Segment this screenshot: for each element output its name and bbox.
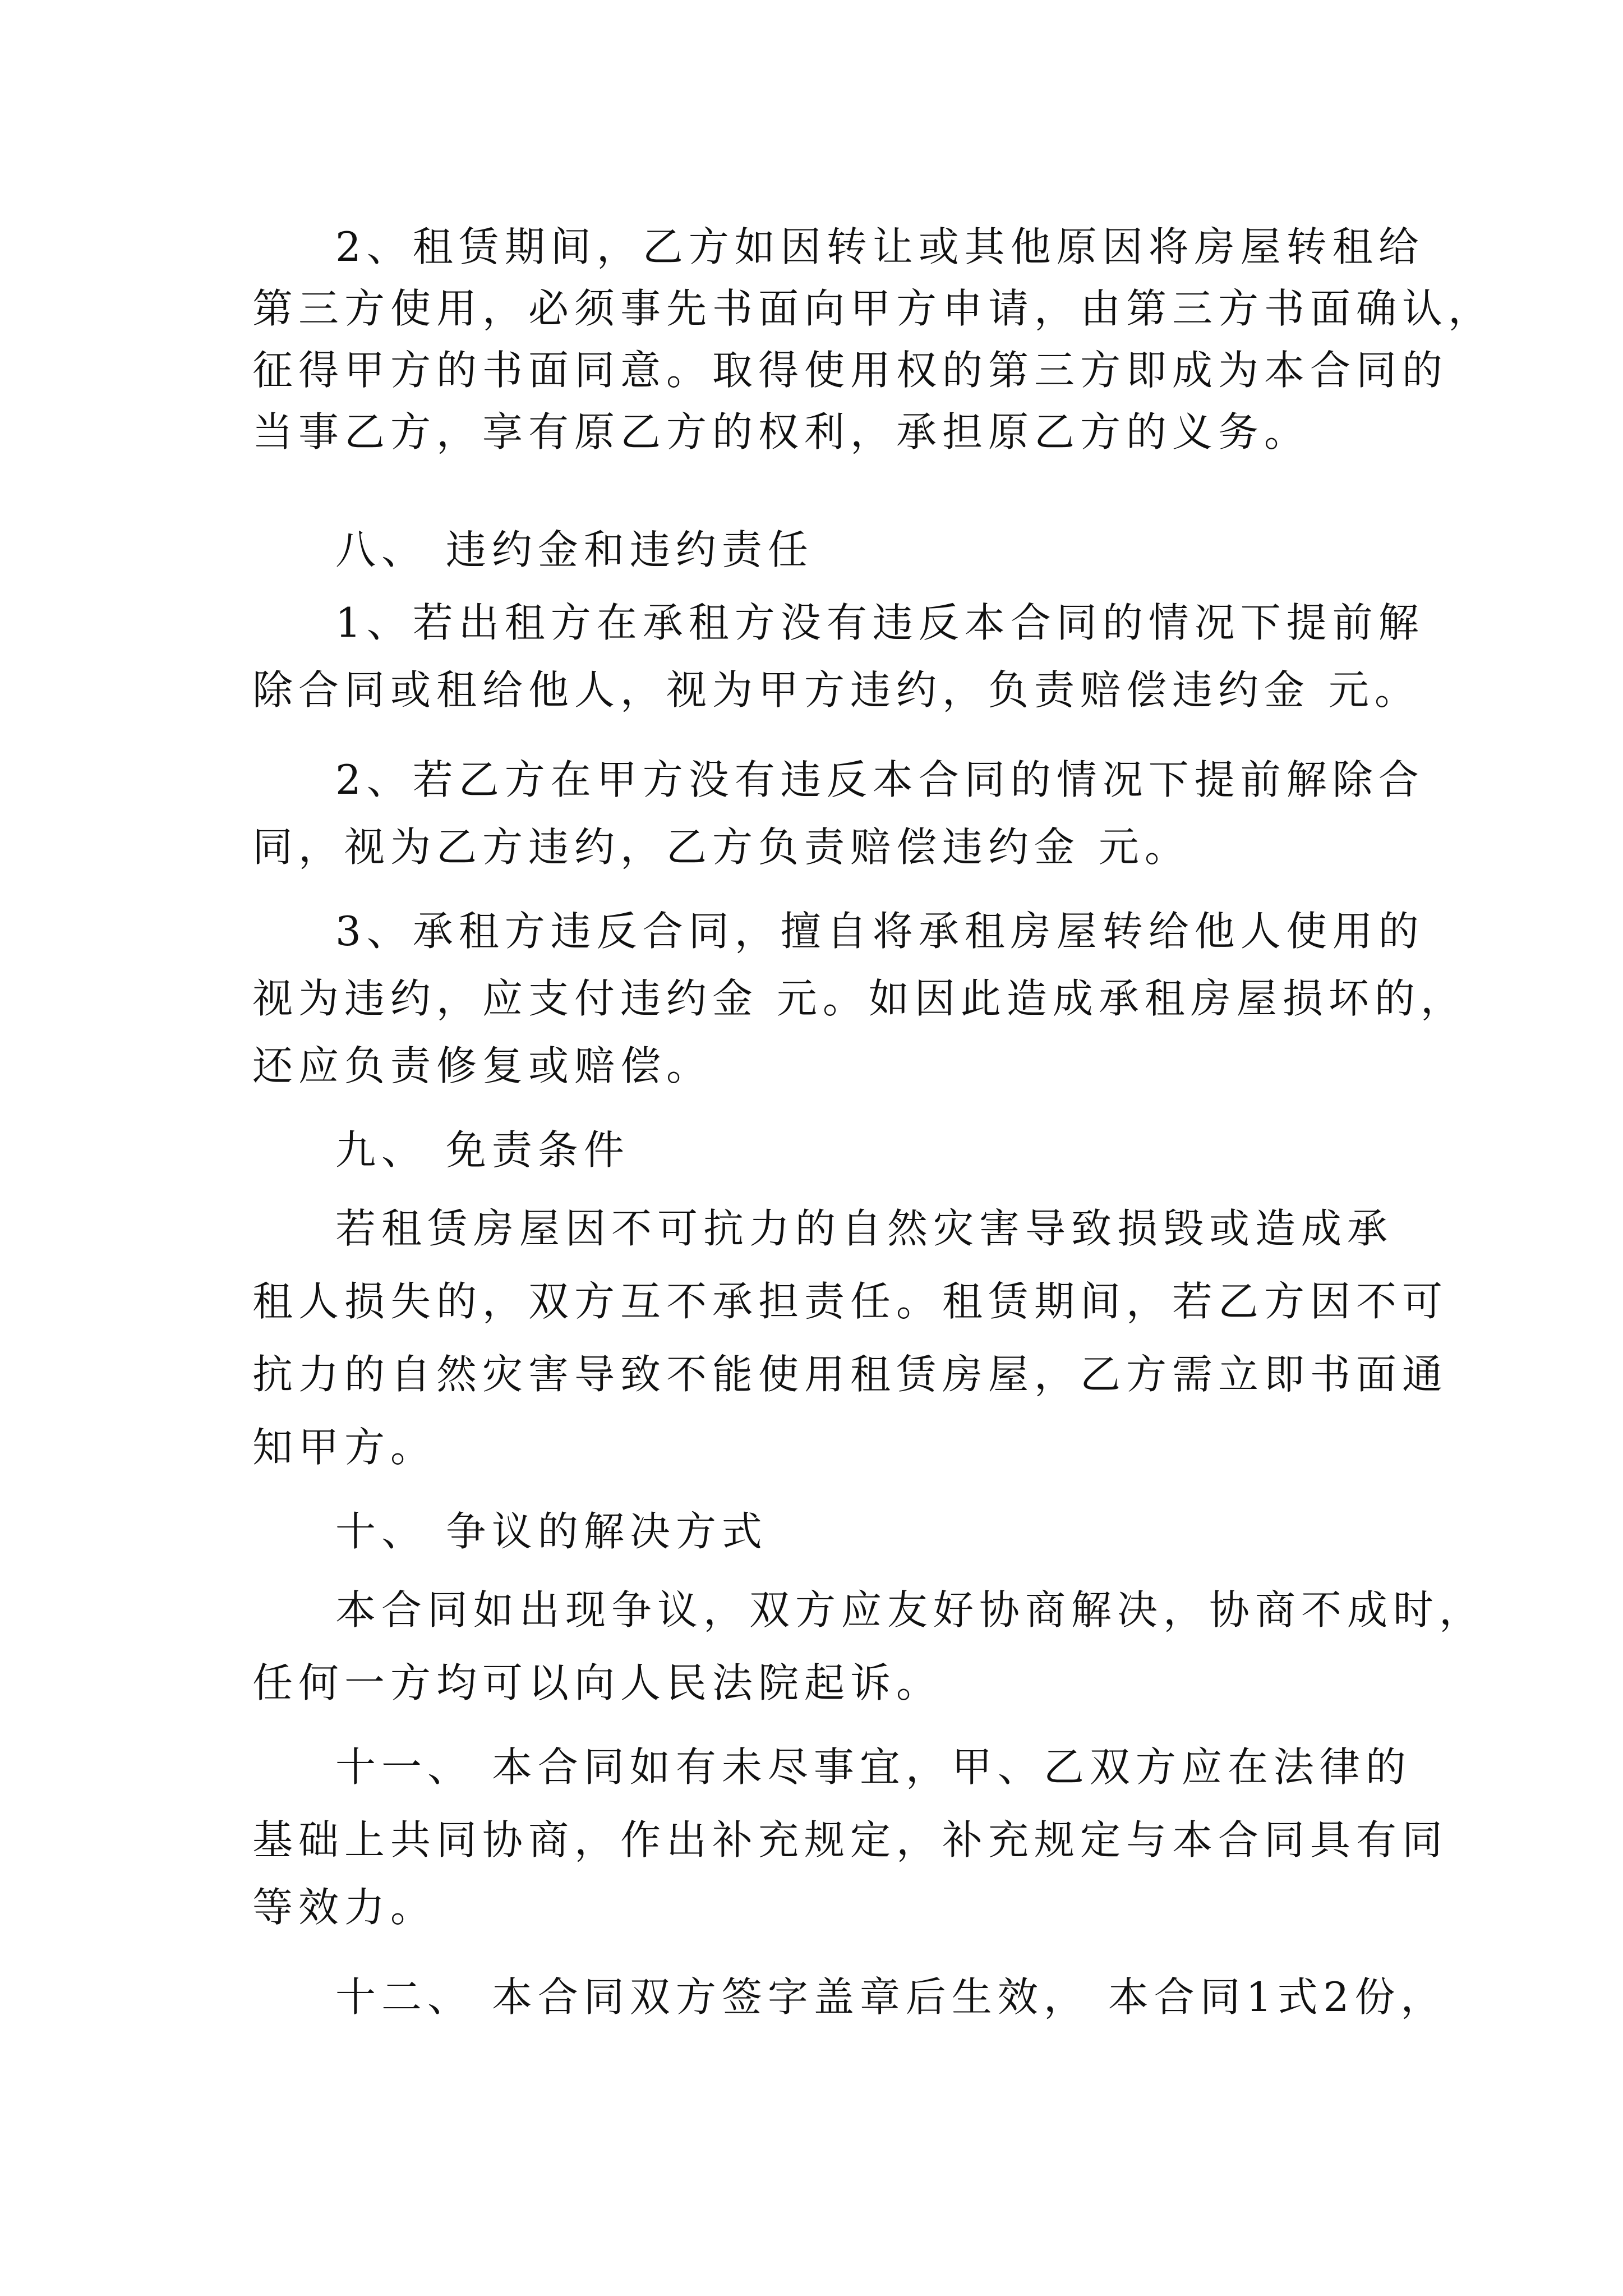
text-line: 1、若出租方在承租方没有违反本合同的情况下提前解 — [335, 599, 1424, 646]
text-line: 租人损失的，双方互不承担责任。租赁期间，若乙方因不可 — [252, 1278, 1449, 1325]
text-line: 任何一方均可以向人民法院起诉。 — [252, 1659, 943, 1706]
text-line: 本合同如出现争议，双方应友好协商解决，协商不成时， — [335, 1586, 1486, 1634]
text-line: 3、承租方违反合同，擅自将承租房屋转给他人使用的 — [335, 908, 1424, 955]
section-heading: 八、 违约金和违约责任 — [335, 526, 814, 573]
text-line: 还应负责修复或赔偿。 — [252, 1042, 713, 1089]
text-line: 第三方使用，必须事先书面向甲方申请，由第三方书面确认， — [252, 285, 1495, 332]
text-line: 2、若乙方在甲方没有违反本合同的情况下提前解除合 — [335, 756, 1424, 803]
text-line: 视为违约，应支付违约金 元。如因此造成承租房屋损坏的， — [252, 975, 1467, 1022]
text-line: 十一、 本合同如有未尽事宜，甲、乙双方应在法律的 — [335, 1743, 1412, 1791]
section-heading: 九、 免责条件 — [335, 1126, 630, 1174]
text-line: 等效力。 — [252, 1884, 437, 1931]
text-line: 2、租赁期间，乙方如因转让或其他原因将房屋转租给 — [335, 223, 1424, 270]
text-line: 知甲方。 — [252, 1424, 437, 1471]
text-line: 当事乙方，享有原乙方的权利，承担原乙方的义务。 — [252, 408, 1311, 455]
text-line: 同，视为乙方违约，乙方负责赔偿违约金 元。 — [252, 823, 1191, 871]
text-line: 抗力的自然灾害导致不能使用租赁房屋，乙方需立即书面通 — [252, 1351, 1449, 1398]
text-line: 除合同或租给他人，视为甲方违约，负责赔偿违约金 元。 — [252, 666, 1421, 714]
text-line: 征得甲方的书面同意。取得使用权的第三方即成为本合同的 — [252, 347, 1449, 394]
text-line: 若租赁房屋因不可抗力的自然灾害导致损毁或造成承 — [335, 1205, 1394, 1252]
section-heading: 十、 争议的解决方式 — [335, 1508, 768, 1555]
text-line: 十二、 本合同双方签字盖章后生效， 本合同1式2份， — [335, 1973, 1447, 2021]
text-line: 基础上共同协商，作出补充规定，补充规定与本合同具有同 — [252, 1816, 1449, 1864]
